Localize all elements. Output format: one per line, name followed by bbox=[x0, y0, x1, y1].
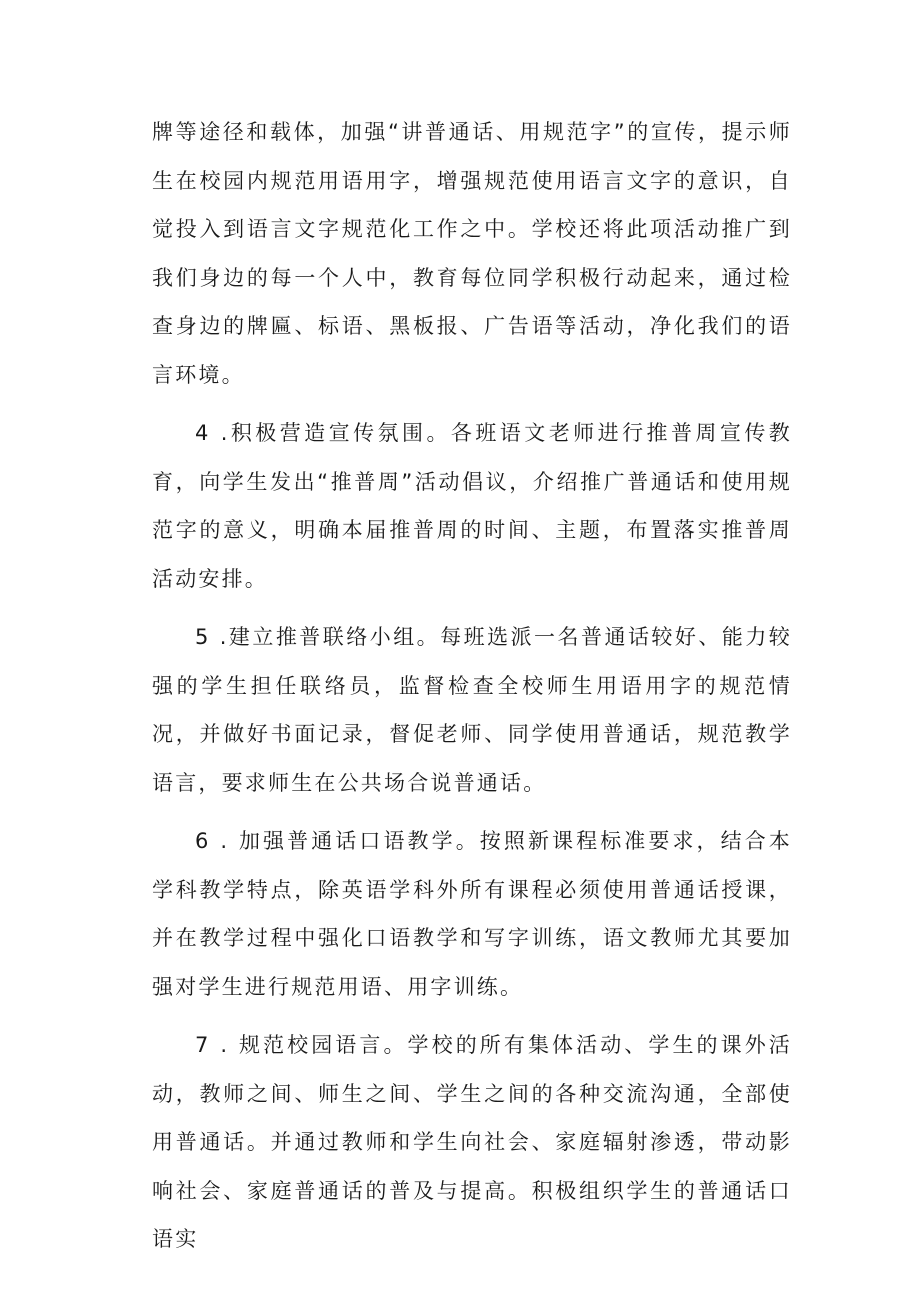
paragraph-item-7: 7 . 规范校园语言。学校的所有集体活动、学生的课外活动，教师之间、师生之间、学生之间的各种交流沟通，全部使用普通话。并通过教师和学生向社会、家庭辐射渗透，带动影响社会、家庭普通话的普及与提高。积极组织学生的普通话口语实 bbox=[152, 1033, 792, 1251]
document-body bbox=[152, 108, 792, 1274]
paragraph-item-6: 6 . 加强普通话口语教学。按照新课程标准要求，结合本学科教学特点，除英语学科外所有课程必须使用普通话授课，并在教学过程中强化口语教学和写字训练，语文教师尤其要加强对学生进行规范用语、用字训练。 bbox=[152, 829, 792, 999]
paragraph-item-5: 5 .建立推普联络小组。每班选派一名普通话较好、能力较强的学生担任联络员，监督检查全校师生用语用字的规范情况，并做好书面记录，督促老师、同学使用普通话，规范教学语言，要求师生在公共场合说普通话。 bbox=[152, 625, 792, 795]
paragraph-continuation: 牌等途径和载体，加强“讲普通话、用规范字”的宣传，提示师生在校园内规范用语用字，增强规范使用语言文字的意识，自觉投入到语言文字规范化工作之中。学校还将此项活动推广到我们身边的每一个人中，教育每位同学积极行动起来，通过检查身边的牌匾、标语、黑板报、广告语等活动，净化我们的语言环境。 bbox=[152, 120, 792, 387]
paragraph-item-4: 4 .积极营造宣传氛围。各班语文老师进行推普周宣传教育，向学生发出“推普周”活动倡议，介绍推广普通话和使用规范字的意义，明确本届推普周的时间、主题，布置落实推普周活动安排。 bbox=[152, 421, 792, 591]
